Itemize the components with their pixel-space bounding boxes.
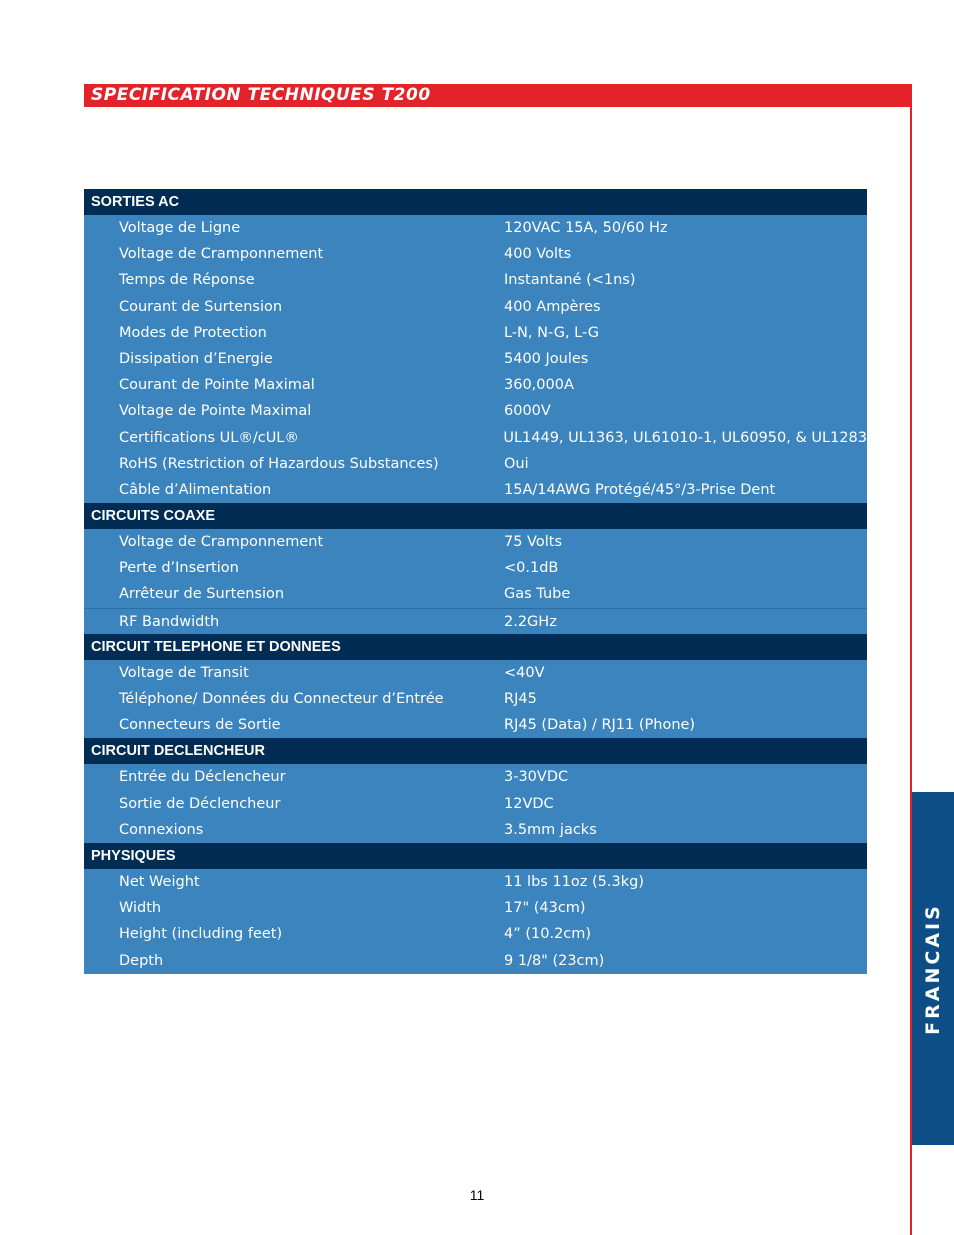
spec-row	[84, 215, 867, 241]
spec-row	[84, 398, 867, 424]
spec-value: 15A/14AWG Protégé/45°/3-Prise Dent	[504, 481, 776, 498]
spec-label: Temps de Réponse	[119, 272, 255, 289]
spec-row	[84, 529, 867, 555]
spec-row	[84, 425, 867, 451]
spec-label: Voltage de Cramponnement	[119, 534, 324, 551]
spec-value: <40V	[504, 664, 545, 681]
spec-label: Depth	[119, 952, 164, 969]
spec-row	[84, 660, 867, 686]
spec-value: 5400 Joules	[504, 350, 589, 367]
spec-value: 17" (43cm)	[504, 900, 586, 917]
spec-row	[84, 608, 867, 634]
spec-row	[84, 346, 867, 372]
spec-value: 11 lbs 11oz (5.3kg)	[504, 873, 644, 890]
spec-label: Certifications UL®/cUL®	[119, 429, 299, 446]
spec-label: Voltage de Cramponnement	[119, 246, 324, 263]
spec-value: Gas Tube	[504, 586, 571, 603]
spec-row	[84, 451, 867, 477]
title-bar	[84, 84, 912, 107]
spec-label: Voltage de Transit	[119, 664, 249, 681]
spec-value: 12VDC	[504, 795, 554, 812]
spec-label: Câble d’Alimentation	[119, 481, 272, 498]
language-side-tab	[912, 792, 954, 1145]
spec-row	[84, 372, 867, 398]
spec-row	[84, 895, 867, 921]
spec-label: Téléphone/ Données du Connecteur d’Entrée	[119, 691, 444, 707]
spec-value: 400 Volts	[504, 246, 572, 263]
spec-row	[84, 294, 867, 320]
spec-label: Modes de Protection	[119, 324, 267, 341]
spec-label: Perte d’Insertion	[119, 560, 239, 577]
spec-value: RJ45	[504, 691, 537, 707]
spec-label: Courant de Surtension	[119, 298, 283, 315]
spec-label: Net Weight	[119, 873, 200, 890]
spec-label: Arrêteur de Surtension	[119, 586, 285, 603]
section-header: CIRCUIT DECLENCHEUR	[84, 738, 867, 764]
spec-row	[84, 869, 867, 895]
spec-value: 4” (10.2cm)	[504, 926, 592, 943]
spec-table	[84, 189, 867, 974]
section-header: CIRCUIT TELEPHONE ET DONNEES	[84, 634, 867, 660]
spec-value: RJ45 (Data) / RJ11 (Phone)	[504, 717, 696, 734]
spec-label: Connexions	[119, 821, 204, 838]
spec-value: Instantané (<1ns)	[504, 272, 636, 289]
spec-value: L-N, N-G, L-G	[504, 324, 600, 341]
spec-row	[84, 581, 867, 607]
spec-row	[84, 267, 867, 293]
spec-row	[84, 686, 867, 712]
spec-value: 120VAC 15A, 50/60 Hz	[504, 220, 668, 236]
spec-value: 6000V	[504, 403, 551, 420]
spec-value: Oui	[504, 455, 529, 472]
spec-value: 2.2GHz	[504, 613, 557, 630]
spec-row	[84, 320, 867, 346]
spec-value: 3-30VDC	[504, 769, 569, 786]
spec-label: Height (including feet)	[119, 926, 283, 943]
language-tab-label: FRANCAIS	[922, 902, 944, 1035]
spec-label: RoHS (Restriction of Hazardous Substances)	[119, 455, 439, 472]
spec-row	[84, 764, 867, 790]
spec-value: 360,000A	[504, 377, 574, 394]
spec-row	[84, 477, 867, 503]
spec-row	[84, 817, 867, 843]
spec-value: <0.1dB	[504, 560, 559, 577]
spec-row	[84, 791, 867, 817]
spec-value: 3.5mm jacks	[504, 821, 597, 838]
page-number: 11	[469, 1187, 485, 1203]
spec-label: Entrée du Déclencheur	[119, 769, 286, 786]
section-header: CIRCUITS COAXE	[84, 503, 867, 529]
spec-label: Voltage de Ligne	[119, 220, 241, 236]
spec-value: 75 Volts	[504, 534, 562, 551]
page-title: SPECIFICATION TECHNIQUES T200	[91, 85, 431, 105]
section-header: PHYSIQUES	[84, 843, 867, 869]
spec-value: 400 Ampères	[504, 298, 601, 315]
spec-label: Width	[119, 900, 162, 917]
spec-row	[84, 555, 867, 581]
spec-row	[84, 948, 867, 974]
section-header: SORTIES AC	[84, 189, 867, 215]
spec-row	[84, 241, 867, 267]
spec-label: Connecteurs de Sortie	[119, 717, 281, 734]
spec-label: RF Bandwidth	[119, 613, 220, 630]
spec-row	[84, 712, 867, 738]
spec-label: Courant de Pointe Maximal	[119, 377, 315, 394]
spec-label: Sortie de Déclencheur	[119, 795, 281, 812]
spec-value: 9 1/8" (23cm)	[504, 952, 605, 969]
spec-value: UL1449, UL1363, UL61010-1, UL60950, & UL1283	[503, 429, 867, 446]
spec-row	[84, 921, 867, 947]
spec-label: Dissipation d’Energie	[119, 350, 273, 367]
spec-label: Voltage de Pointe Maximal	[119, 403, 312, 420]
